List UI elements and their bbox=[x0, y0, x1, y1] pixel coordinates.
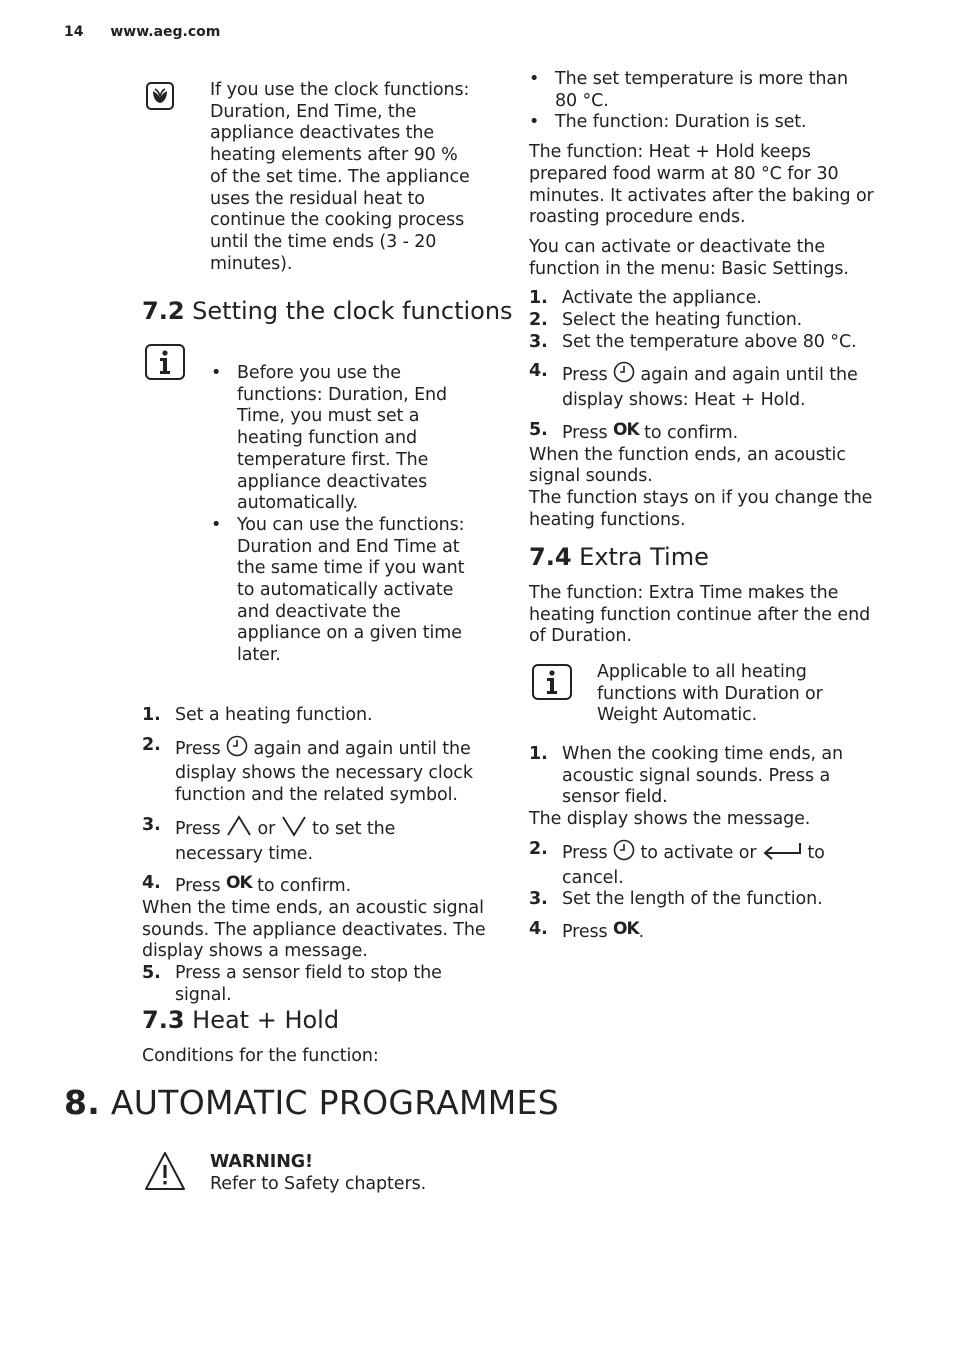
warning-block bbox=[210, 1152, 610, 1195]
site-url: www.aeg.com bbox=[110, 24, 221, 40]
section-title: Heat + Hold bbox=[192, 1006, 340, 1034]
section-number: 7.4 bbox=[529, 543, 572, 571]
section-7-3-heading bbox=[142, 1005, 487, 1035]
step-note: When the time ends, an acoustic signal sounds. The appliance deactivates. The display shows a message. bbox=[142, 897, 486, 962]
list-item: 1. When the cooking time ends, an acoustic signal sounds. Press a sensor field. bbox=[529, 744, 844, 808]
conditions-text: Conditions for the function: bbox=[142, 1046, 379, 1066]
warning-title: WARNING! bbox=[210, 1152, 313, 1172]
list-item: 2. Press again and again until the display shows the necessary clock function and the related symbol. bbox=[142, 734, 473, 806]
warning-icon bbox=[144, 1151, 186, 1195]
list-item: 5. Press OK to confirm. bbox=[529, 419, 739, 443]
info-text: Applicable to all heating functions with Duration or Weight Automatic. bbox=[597, 662, 823, 726]
list-item: 4. Press again and again until the display shows: Heat + Hold. bbox=[529, 361, 858, 411]
ok-icon: OK bbox=[613, 419, 639, 440]
step-note: When the function ends, an acoustic signal sounds. The function stays on if you change the heating functions. bbox=[529, 444, 873, 530]
return-arrow-icon bbox=[762, 841, 802, 868]
list-item: 2. Press to activate or to cancel. bbox=[529, 838, 825, 888]
section-number: 7.2 bbox=[142, 297, 185, 325]
ok-icon: OK bbox=[613, 918, 639, 939]
list-item: 3. Set the length of the function. bbox=[529, 889, 823, 910]
list-item: 4. Press OK. bbox=[529, 918, 645, 942]
ok-icon: OK bbox=[226, 873, 252, 894]
energy-leaf-icon bbox=[146, 82, 174, 114]
paragraph: You can activate or deactivate the function in the menu: Basic Settings. bbox=[529, 236, 849, 279]
list-item: • The set temperature is more than 80 °C. bbox=[529, 69, 874, 112]
info-bullets bbox=[211, 363, 466, 667]
section-number: 7.3 bbox=[142, 1006, 185, 1034]
page-header bbox=[64, 24, 242, 40]
info-icon bbox=[532, 664, 572, 704]
clock-icon bbox=[613, 839, 635, 868]
list-item: 1. Activate the appliance. bbox=[529, 288, 762, 309]
list-item: 5. Press a sensor field to stop the signal. bbox=[142, 963, 442, 1005]
list-item: • You can use the functions: Duration and End Time at the same time if you want to automatically activate and deactivate the appliance on a given time later. bbox=[211, 515, 466, 667]
list-item: 3. Press or to set the necessary time. bbox=[142, 814, 396, 864]
list-item: 4. Press OK to confirm. bbox=[142, 873, 352, 897]
section-7-4-heading bbox=[529, 542, 874, 572]
tip-text: If you use the clock functions: Duration, End Time, the appliance deactivates the heating elements after 90 % of the set time. The appliance uses the residual heat to continue the cooking process until the time ends (3 - 20 minutes). bbox=[210, 80, 470, 274]
section-title: Extra Time bbox=[579, 543, 709, 571]
list-item: 1. Set a heating function. bbox=[142, 705, 373, 725]
down-arrow-icon bbox=[281, 815, 307, 844]
chapter-8-heading bbox=[64, 1083, 764, 1123]
list-item: • The function: Duration is set. bbox=[529, 112, 874, 134]
section-title: Setting the clock functions bbox=[192, 297, 513, 325]
clock-icon bbox=[226, 735, 248, 764]
heat-hold-content bbox=[529, 69, 874, 531]
list-item: • Before you use the functions: Duration, End Time, you must set a heating function and temperature first. The appliance deactivates automatically. bbox=[211, 363, 466, 515]
step-note: The display shows the message. bbox=[529, 809, 811, 830]
info-icon bbox=[145, 344, 185, 384]
up-arrow-icon bbox=[226, 815, 252, 844]
chapter-title: AUTOMATIC PROGRAMMES bbox=[110, 1083, 559, 1122]
warning-text: Refer to Safety chapters. bbox=[210, 1173, 427, 1194]
chapter-number: 8. bbox=[64, 1083, 101, 1122]
paragraph: The function: Heat + Hold keeps prepared food warm at 80 °C for 30 minutes. It activates after the baking or roasting procedure ends. bbox=[529, 142, 874, 228]
clock-steps bbox=[142, 705, 487, 1006]
extra-time-steps bbox=[529, 744, 874, 944]
list-item: 3. Set the temperature above 80 °C. bbox=[529, 331, 857, 352]
clock-icon bbox=[613, 361, 635, 390]
list-item: 2. Select the heating function. bbox=[529, 310, 803, 331]
extra-time-intro: The function: Extra Time makes the heating function continue after the end of Duration. bbox=[529, 583, 871, 647]
page-number: 14 bbox=[64, 24, 84, 40]
section-7-2-heading bbox=[142, 296, 522, 326]
